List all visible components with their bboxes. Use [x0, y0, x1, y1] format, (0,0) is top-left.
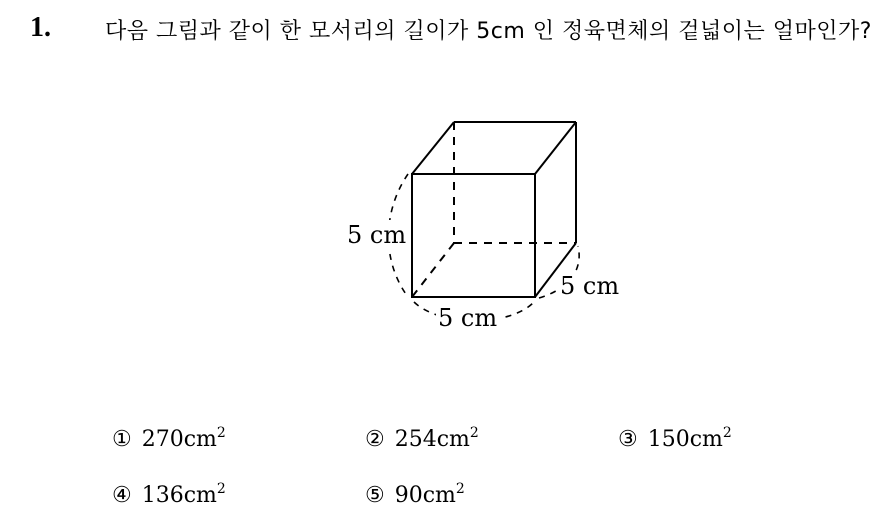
cube-figure: [330, 112, 630, 342]
cube-hidden-edge-depth: [412, 243, 454, 297]
choice-exponent: 2: [216, 425, 226, 441]
choice-marker: ②: [365, 427, 385, 452]
label-right: 5 cm: [560, 272, 620, 300]
choice-4[interactable]: [112, 481, 226, 508]
choice-exponent: 2: [469, 425, 479, 441]
choice-value: 254cm: [394, 427, 470, 452]
question-number: 1.: [30, 12, 51, 43]
question-text: 다음 그림과 같이 한 모서리의 길이가 5cm 인 정육면체의 겉넓이는 얼마인가?: [105, 19, 872, 44]
label-left: 5 cm: [347, 221, 407, 249]
cube-front-face: [412, 174, 535, 297]
choice-marker: ①: [112, 427, 132, 452]
choice-value: 150cm: [647, 427, 723, 452]
choice-value: 90cm: [394, 483, 456, 508]
choice-5[interactable]: [365, 481, 465, 508]
choice-exponent: 2: [722, 425, 732, 441]
choice-1[interactable]: [112, 425, 226, 452]
choice-marker: ③: [618, 427, 638, 452]
choice-3[interactable]: [618, 425, 732, 452]
choice-exponent: 2: [455, 481, 465, 497]
cube-edge-top-right: [535, 122, 576, 174]
choice-marker: ⑤: [365, 483, 385, 508]
choice-exponent: 2: [216, 481, 226, 497]
label-bottom: 5 cm: [438, 304, 498, 332]
cube-edge-top-left: [412, 122, 454, 174]
choice-value: 136cm: [141, 483, 217, 508]
choice-marker: ④: [112, 483, 132, 508]
choice-value: 270cm: [141, 427, 217, 452]
choice-2[interactable]: [365, 425, 479, 452]
